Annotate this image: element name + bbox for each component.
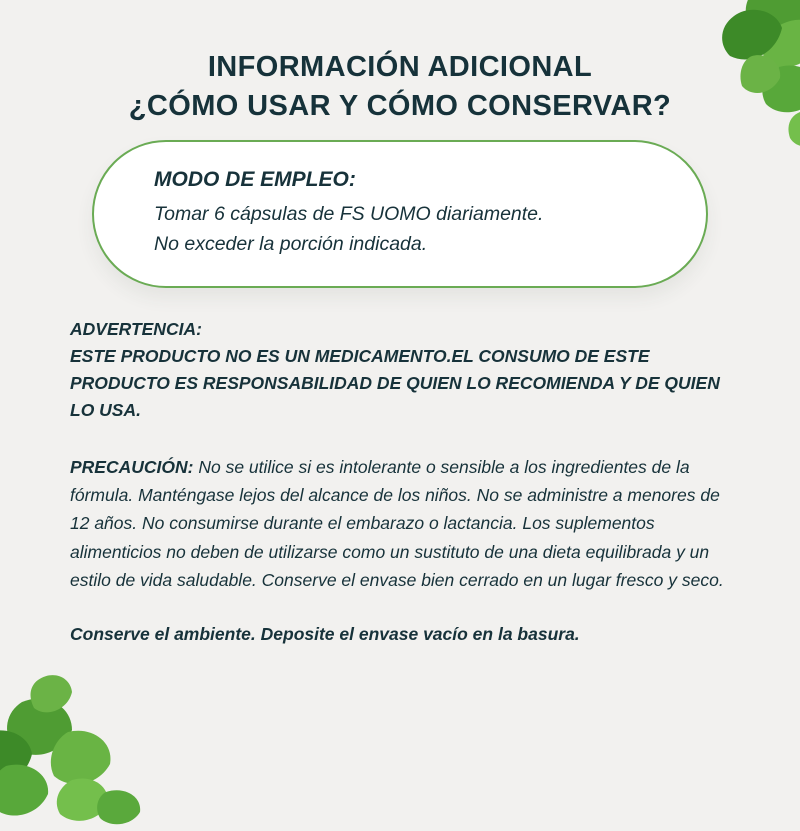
warning-text: ESTE PRODUCTO NO ES UN MEDICAMENTO.EL CONSUMO DE ESTE PRODUCTO ES RESPONSABILIDAD DE QUIEN LO RECOMIENDA Y DE QUIEN LO USA. [70, 346, 720, 421]
closing-note: Conserve el ambiente. Deposite el envase vacío en la basura. [70, 624, 580, 645]
page-title-line-1: INFORMACIÓN ADICIONAL [207, 51, 593, 83]
page-title [0, 48, 800, 125]
usage-card-line-2: No exceder la porción indicada. [154, 232, 428, 255]
usage-card-content [154, 168, 666, 259]
caution-text: No se utilice si es intolerante o sensible a los ingredientes de la fórmula. Manténgase lejos del alcance de los niños. No se administre a menores de 12 años. No consumirse durante el embarazo o lactancia. Los suplementos alimenticios no deben de utilizarse como un sustituto de una dieta equilibrada y un estilo de vida saludable. Conserve el envase bien cerrado en un lugar fresco y seco. [70, 456, 724, 590]
mint-leaf-icon [0, 636, 206, 826]
body-text [70, 316, 730, 645]
page-title-line-2: ¿CÓMO USAR Y CÓMO CONSERVAR? [128, 89, 672, 122]
warning-block [70, 316, 730, 425]
usage-card-title: MODO DE EMPLEO: [154, 168, 356, 191]
usage-card [92, 140, 708, 288]
caution-block [70, 453, 730, 595]
warning-label: ADVERTENCIA: [70, 319, 202, 339]
usage-card-line-1: Tomar 6 cápsulas de FS UOMO diariamente. [154, 203, 544, 225]
caution-label: PRECAUCIÓN: [70, 456, 194, 477]
